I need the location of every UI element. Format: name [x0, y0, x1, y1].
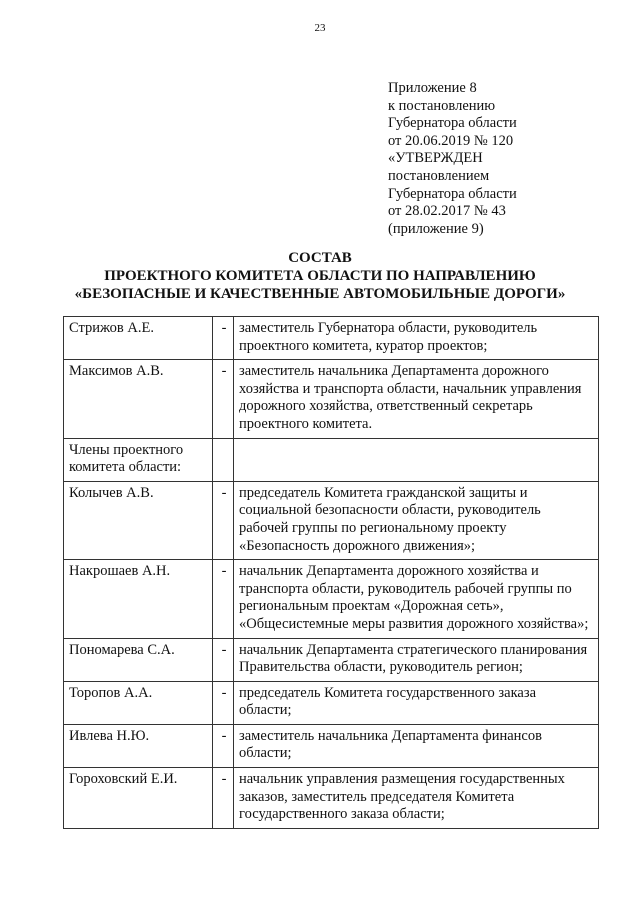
role-line: проектного комитета, куратор проектов; — [239, 337, 488, 354]
dash-cell: - — [213, 481, 234, 559]
document-title — [0, 249, 640, 303]
role-line: начальник Департамента стратегического планирования — [239, 641, 588, 658]
member-role — [234, 638, 599, 681]
member-name: Накрошаев А.Н. — [64, 560, 213, 638]
appendix-line: Губернатора области — [388, 115, 517, 132]
role-line: «Безопасность дорожного движения»; — [239, 537, 476, 554]
role-line: заместитель начальника Департамента дорожного — [239, 363, 549, 380]
table-row — [64, 768, 599, 829]
title-line: ПРОЕКТНОГО КОМИТЕТА ОБЛАСТИ ПО НАПРАВЛЕНИЮ — [104, 268, 536, 284]
member-role — [234, 481, 599, 559]
dash-cell — [213, 438, 234, 481]
role-line: заместитель Губернатора области, руководитель — [239, 320, 538, 336]
dash-cell: - — [213, 360, 234, 438]
dash-cell: - — [213, 768, 234, 829]
appendix-line: постановлением — [388, 167, 490, 184]
role-line: заказов, заместитель председателя Комитета — [239, 788, 515, 805]
role-line: председатель Комитета государственного заказа — [239, 684, 537, 701]
member-name: Колычев А.В. — [64, 481, 213, 559]
table-row — [64, 317, 599, 360]
member-name: Члены проектного комитета области: — [64, 438, 213, 481]
role-line: хозяйства и транспорта области, начальник управления — [239, 380, 582, 397]
role-line: региональным проектам «Дорожная сеть», — [239, 598, 504, 615]
appendix-line: «УТВЕРЖДЕН — [388, 150, 483, 167]
member-name: Пономарева С.А. — [64, 638, 213, 681]
role-line: транспорта области, руководитель рабочей группы по — [239, 580, 572, 597]
member-role — [234, 317, 599, 360]
role-line: области; — [239, 702, 292, 719]
table-row — [64, 638, 599, 681]
member-role — [234, 438, 599, 481]
member-role — [234, 681, 599, 724]
table-row — [64, 438, 599, 481]
dash-cell: - — [213, 560, 234, 638]
appendix-line: (приложение 9) — [388, 220, 484, 237]
member-role — [234, 560, 599, 638]
table-row — [64, 560, 599, 638]
role-line: председатель Комитета гражданской защиты и — [239, 484, 528, 501]
member-name: Стрижов А.Е. — [64, 317, 213, 360]
member-role — [234, 768, 599, 829]
member-role — [234, 360, 599, 438]
role-line: социальной безопасности области, руководитель — [239, 502, 541, 519]
member-name: Торопов А.А. — [64, 681, 213, 724]
dash-cell: - — [213, 681, 234, 724]
role-line: заместитель начальника Департамента финансов — [239, 727, 542, 744]
page-number: 23 — [314, 22, 326, 34]
committee-members-table — [63, 316, 599, 829]
member-name: Гороховский Е.И. — [64, 768, 213, 829]
appendix-line: Губернатора области — [388, 185, 517, 202]
member-name: Максимов А.В. — [64, 360, 213, 438]
member-name: Ивлева Н.Ю. — [64, 724, 213, 767]
appendix-line: от 28.02.2017 № 43 — [388, 203, 506, 220]
role-line: «Общесистемные меры развития дорожного хозяйства»; — [239, 615, 589, 632]
role-line: области; — [239, 745, 292, 762]
table-row — [64, 481, 599, 559]
role-line: проектного комитета. — [239, 415, 373, 432]
appendix-line: от 20.06.2019 № 120 — [388, 132, 514, 149]
table-row — [64, 681, 599, 724]
table-row — [64, 360, 599, 438]
role-line: дорожного хозяйства, ответственный секретарь — [239, 398, 533, 415]
role-line: начальник управления размещения государственных — [239, 771, 565, 788]
role-line: начальник Департамента дорожного хозяйства и — [239, 563, 539, 580]
title-line: «БЕЗОПАСНЫЕ И КАЧЕСТВЕННЫЕ АВТОМОБИЛЬНЫЕ ДОРОГИ» — [74, 286, 566, 302]
appendix-line: Приложение 8 — [388, 80, 477, 96]
role-line: Правительства области, руководитель регион; — [239, 659, 523, 676]
table-row — [64, 724, 599, 767]
dash-cell: - — [213, 724, 234, 767]
dash-cell: - — [213, 638, 234, 681]
member-role — [234, 724, 599, 767]
title-line: СОСТАВ — [288, 250, 352, 266]
appendix-block — [388, 80, 628, 238]
appendix-line: к постановлению — [388, 97, 496, 114]
role-line: рабочей группы по региональному проекту — [239, 519, 507, 536]
role-line: государственного заказа области; — [239, 806, 445, 823]
dash-cell: - — [213, 317, 234, 360]
